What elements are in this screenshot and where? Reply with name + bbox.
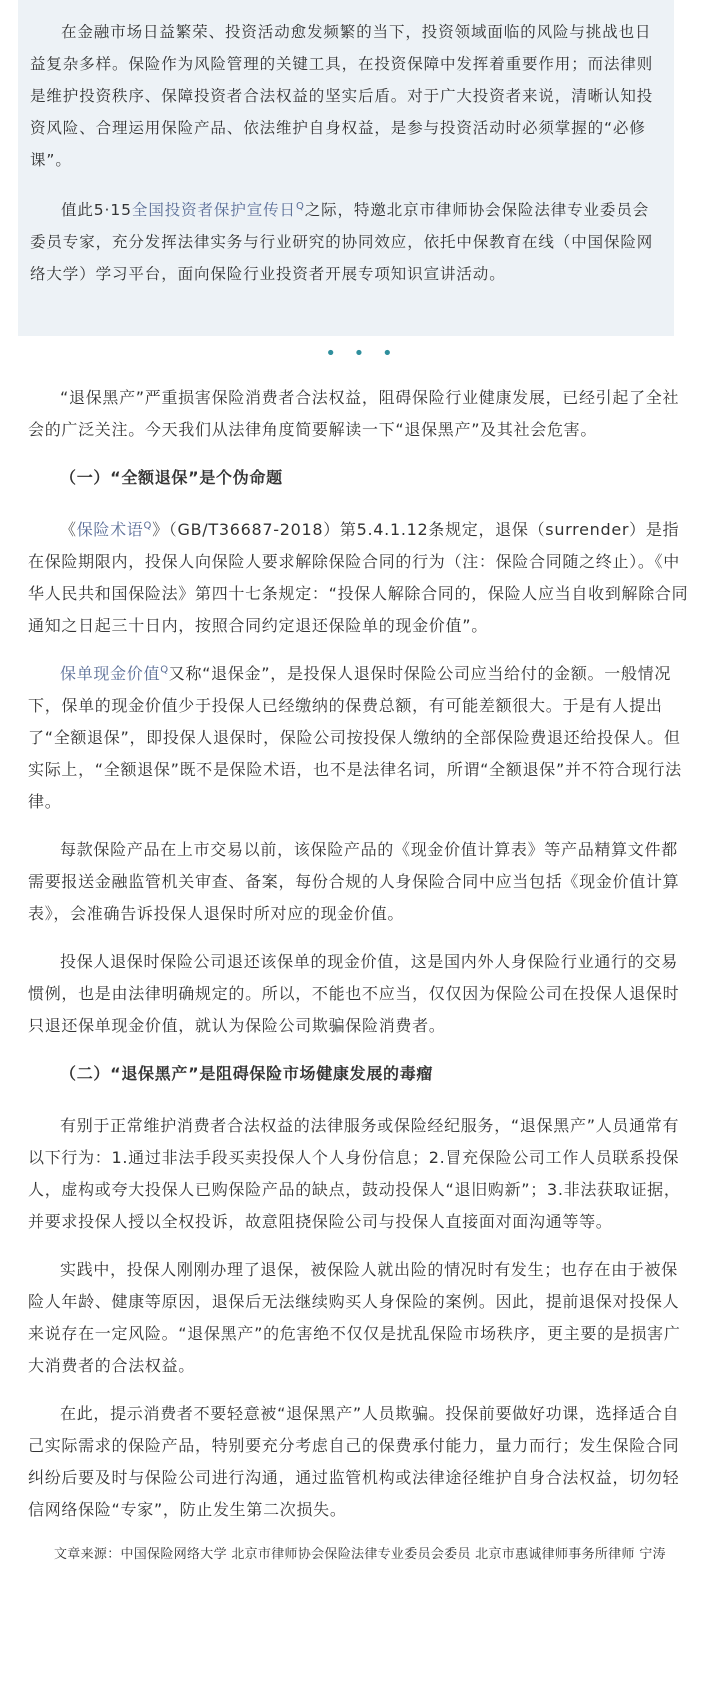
article-paragraph-6: 有别于正常维护消费者合法权益的法律服务或保险经纪服务，“退保黑产”人员通常有以下行为：1.通过非法手段买卖投保人个人身份信息；2.冒充保险公司工作人员联系投保人，虚构或夸大投保人已购保险产品的缺点，鼓动投保人“退旧购新”；3.非法获取证据，并要求投保人授以全权投诉，故意阻挠保险公司与投保人直接面对面沟通等等。 (28, 1116, 681, 1231)
article-source: 文章来源：中国保险网络大学 北京市律师协会保险法律专业委员会委员 北京市惠诚律师事务所律师 宁涛 (54, 1547, 666, 1562)
cash-value-link[interactable]: 保单现金价值 (60, 664, 161, 683)
section-heading-1: （一）“全额退保”是个伪命题 (60, 468, 283, 487)
intro-paragraph-1: 在金融市场日益繁荣、投资活动愈发频繁的当下，投资领域面临的风险与挑战也日益复杂多样。保险作为风险管理的关键工具，在投资保障中发挥着重要作用；而法律则是维护投资秩序、保障投资者合法权益的坚实后盾。对于广大投资者来说，清晰认知投资风险、合理运用保险产品、依法维护自身权益，是参与投资活动时必须掌握的“必修课”。 (30, 23, 654, 169)
article-paragraph-4: 每款保险产品在上市交易以前，该保险产品的《现金价值计算表》等产品精算文件都需要报送金融监管机关审查、备案，每份合规的人身保险合同中应当包括《现金价值计算表》，会准确告诉投保人退保时所对应的现金价值。 (28, 840, 680, 923)
article-paragraph-2 (28, 514, 692, 642)
p2-before: 《 (60, 520, 77, 539)
p3-after: 又称“退保金”，是投保人退保时保险公司应当给付的金额。一般情况下，保单的现金价值少于投保人已经缴纳的保费总额，有可能差额很大。于是有人提出了“全额退保”，即投保人退保时，保险公司按投保人缴纳的全部保险费退还给投保人。但实际上，“全额退保”既不是保险术语，也不是法律名词，所谓“全额退保”并不符合现行法律。 (28, 664, 682, 811)
intro-paragraph-2 (30, 194, 656, 290)
search-icon[interactable]: Q (160, 664, 169, 676)
article-paragraph-7: 实践中，投保人刚刚办理了退保，被保险人就出险的情况时有发生；也存在由于被保险人年龄、健康等原因，退保后无法继续购买人身保险的案例。因此，提前退保对投保人来说存在一定风险。“退保黑产”的危害绝不仅仅是扰乱保险市场秩序，更主要的是损害广大消费者的合法权益。 (28, 1260, 681, 1375)
intro-box (18, 0, 674, 336)
article-paragraph-1: “退保黑产”严重损害保险消费者合法权益，阻碍保险行业健康发展，已经引起了全社会的广泛关注。今天我们从法律角度简要解读一下“退保黑产”及其社会危害。 (28, 388, 680, 439)
section-heading-2: （二）“退保黑产”是阻碍保险市场健康发展的毒瘤 (60, 1064, 434, 1083)
article-paragraph-5: 投保人退保时保险公司退还该保单的现金价值，这是国内外人身保险行业通行的交易惯例，也是由法律明确规定的。所以，不能也不应当，仅仅因为保险公司在投保人退保时只退还保单现金价值，就认为保险公司欺骗保险消费者。 (28, 952, 680, 1035)
section-divider: • • • (325, 343, 399, 364)
intro-p2-after: 之际，特邀北京市律师协会保险法律专业委员会委员专家，充分发挥法律实务与行业研究的协同效应，依托中保教育在线（中国保险网络大学）学习平台，面向保险行业投资者开展专项知识宣讲活动。 (30, 201, 654, 283)
search-icon[interactable]: Q (143, 520, 153, 532)
article-paragraph-8: 在此，提示消费者不要轻意被“退保黑产”人员欺骗。投保前要做好功课，选择适合自己实际需求的保险产品，特别要充分考虑自己的保费承付能力，量力而行；发生保险合同纠纷后要及时与保险公司进行沟通，通过监管机构或法律途径维护自身合法权益，切勿轻信网络保险“专家”，防止发生第二次损失。 (28, 1404, 680, 1519)
p2-after: 》（GB/T36687-2018）第5.4.1.12条规定，退保（surrender）是指在保险期限内，投保人向保险人要求解除保险合同的行为（注：保险合同随之终止）。《中华人民共和国保险法》第四十七条规定：“投保人解除合同的，保险人应当自收到解除合同通知之日起三十日内，按照合同约定退还保险单的现金价值”。 (28, 520, 689, 635)
intro-p2-before: 值此5·15 (61, 201, 132, 219)
insurance-terms-link[interactable]: 保险术语 (76, 520, 144, 539)
article-body (28, 382, 692, 1584)
article-paragraph-3 (28, 658, 692, 818)
search-icon[interactable]: Q (295, 200, 305, 212)
investor-day-link[interactable]: 全国投资者保护宣传日 (131, 201, 296, 219)
